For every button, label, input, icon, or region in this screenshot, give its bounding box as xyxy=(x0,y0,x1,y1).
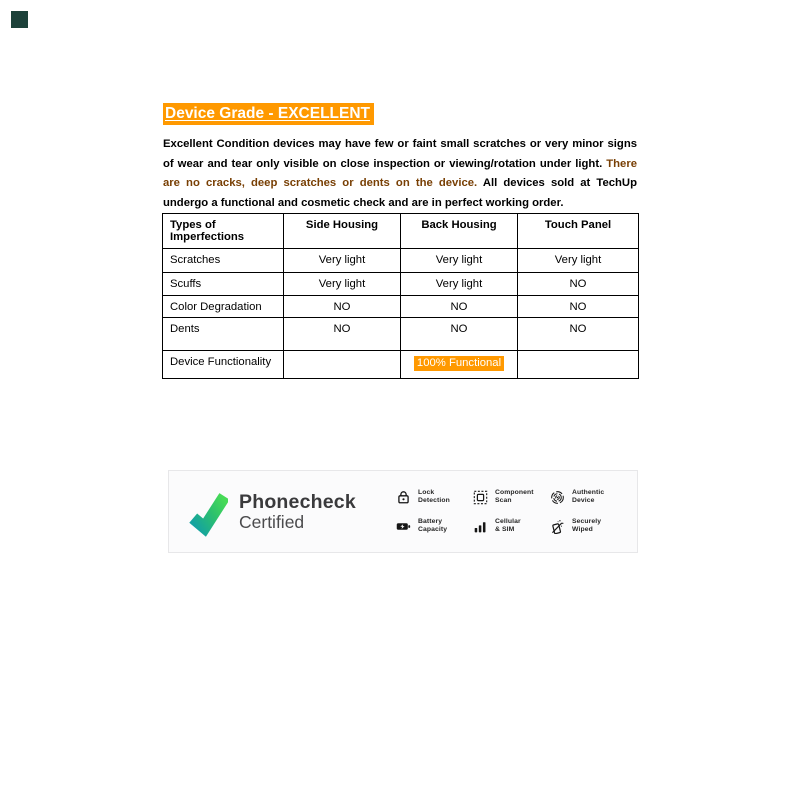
row-label: Color Degradation xyxy=(163,296,284,318)
feature-securely-wiped xyxy=(550,518,627,534)
row-label: Scuffs xyxy=(163,273,284,296)
cell-value: Very light xyxy=(401,249,518,273)
cell-value: NO xyxy=(518,318,639,351)
certification-features xyxy=(396,489,627,534)
imperfections-table xyxy=(162,213,639,379)
brand-name: Phonecheck xyxy=(239,490,356,513)
table-header-row xyxy=(163,214,639,249)
phonecheck-check-icon xyxy=(188,487,228,537)
row-label: Dents xyxy=(163,318,284,351)
wipe-phone-icon xyxy=(550,519,565,534)
cell-value: NO xyxy=(518,296,639,318)
feature-label: Lock Detection xyxy=(418,489,450,504)
cell-value: NO xyxy=(284,296,401,318)
intro-text-2: All devices sold at TechUp undergo a functional and cosmetic check and are in perfect working order. xyxy=(163,177,637,209)
table-header-touch-panel: Touch Panel xyxy=(518,214,639,249)
feature-label: Battery Capacity xyxy=(418,518,448,533)
component-scan-icon xyxy=(473,490,488,505)
row-label: Scratches xyxy=(163,249,284,273)
cell-value: Very light xyxy=(401,273,518,296)
table-row-color-degradation xyxy=(163,296,639,318)
cell-value: NO xyxy=(518,273,639,296)
brand-subtitle: Certified xyxy=(239,511,305,532)
table-row-dents xyxy=(163,318,639,351)
cell-value: NO xyxy=(401,296,518,318)
cell-value: Very light xyxy=(284,273,401,296)
feature-component-scan xyxy=(473,489,550,505)
row-label: Device Functionality xyxy=(163,351,284,379)
functional-highlight: 100% Functional xyxy=(414,356,504,371)
cell-value xyxy=(518,351,639,379)
page-title: Device Grade - EXCELLENT xyxy=(163,103,374,125)
cell-value: Very light xyxy=(284,249,401,273)
signal-bars-icon xyxy=(473,519,488,534)
phonecheck-certified-banner xyxy=(168,470,638,553)
feature-battery-capacity xyxy=(396,518,473,534)
intro-paragraph xyxy=(163,135,637,213)
table-header-side-housing: Side Housing xyxy=(284,214,401,249)
feature-lock-detection xyxy=(396,489,473,505)
fingerprint-icon xyxy=(550,490,565,505)
corner-mark xyxy=(11,11,28,28)
intro-text-accent: There are no cracks, deep scratches or dents on the device. xyxy=(163,157,637,190)
feature-label: Securely Wiped xyxy=(572,518,602,533)
feature-label: Component Scan xyxy=(495,489,534,504)
feature-label: Cellular & SIM xyxy=(495,518,521,533)
feature-authentic-device xyxy=(550,489,627,505)
table-header-back-housing: Back Housing xyxy=(401,214,518,249)
cell-value: Very light xyxy=(518,249,639,273)
feature-cellular-sim xyxy=(473,518,550,534)
table-row-device-functionality xyxy=(163,351,639,379)
intro-text-1: Excellent Condition devices may have few or faint small scratches or very minor signs of wear and tear only visible on close inspection or viewing/rotation under light. xyxy=(163,138,637,170)
table-row-scuffs xyxy=(163,273,639,296)
table-row-scratches xyxy=(163,249,639,273)
phonecheck-brand xyxy=(188,487,356,537)
table-header-types: Types of Imperfections xyxy=(163,214,284,249)
battery-icon xyxy=(396,519,411,534)
cell-value-highlighted xyxy=(401,351,518,379)
lock-icon xyxy=(396,490,411,505)
brand-text xyxy=(239,492,356,532)
cell-value: NO xyxy=(284,318,401,351)
cell-value: NO xyxy=(401,318,518,351)
cell-value xyxy=(284,351,401,379)
page-title-row xyxy=(163,103,374,125)
feature-label: Authentic Device xyxy=(572,489,605,504)
